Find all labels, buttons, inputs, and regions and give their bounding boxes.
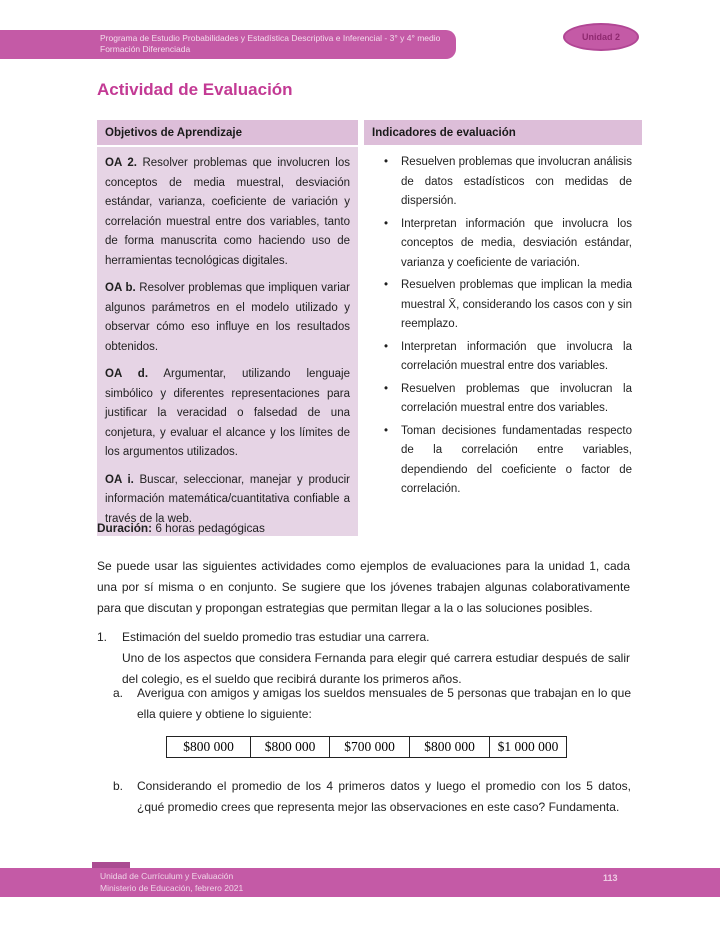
objective-text: Resolver problemas que involucren los conceptos de media muestral, desviación estándar, varianza, coeficiente de variación y correlación muestral entre dos variables, tanto de forma manuscrita como haciendo uso de herramientas tecnológicas digitales. <box>105 157 350 267</box>
objectives-cell <box>97 147 358 536</box>
indicator-item: • Toman decisiones fundamentadas respecto de la correlación entre variables, dependiendo del coeficiente o factor de correlación. <box>380 422 632 500</box>
sub-item-a-marker: a. <box>113 686 124 700</box>
duration-label: Duración: <box>97 521 153 535</box>
footer-text <box>100 871 243 894</box>
objective-paragraph <box>105 154 350 271</box>
indicators-list <box>380 153 632 500</box>
indicator-item: • Interpretan información que involucra los conceptos de media, desviación estándar, varianza y coeficiente de variación. <box>380 215 632 274</box>
activity-description: Uno de los aspectos que considera Fernanda para elegir qué carrera estudiar después de salir del colegio, es el sueldo que recibirá durante los primeros años. <box>122 651 630 686</box>
sub-item-a <box>113 683 631 725</box>
objective-paragraph <box>105 279 350 357</box>
salary-cell: $800 000 <box>167 737 251 758</box>
objective-code: OA b. <box>105 282 136 294</box>
activity-content <box>122 627 630 690</box>
footer-line1: Unidad de Currículum y Evaluación <box>100 871 234 881</box>
salary-cell: $1 000 000 <box>490 737 567 758</box>
program-title-line1: Programa de Estudio Probabilidades y Estadística Descriptiva e Inferencial - 3° y 4° medio <box>100 33 441 43</box>
table-body-row <box>97 147 642 536</box>
duration-value: 6 horas pedagógicas <box>152 521 265 535</box>
duration-line <box>97 521 265 535</box>
indicator-item: • Interpretan información que involucra la correlación muestral entre dos variables. <box>380 338 632 377</box>
indicator-item: • Resuelven problemas que involucran la correlación muestral entre dos variables. <box>380 380 632 419</box>
page-number: 113 <box>603 873 618 883</box>
table-header-row <box>97 120 642 145</box>
indicator-item: • Resuelven problemas que implican la media muestral X̄, considerando los casos con y sin reemplazo. <box>380 276 632 335</box>
salary-cell: $800 000 <box>410 737 490 758</box>
salary-table-row <box>167 737 567 758</box>
activity-item-1 <box>97 627 630 690</box>
footer-line2: Ministerio de Educación, febrero 2021 <box>100 882 244 893</box>
indicators-cell <box>364 147 642 536</box>
salary-cell: $700 000 <box>330 737 410 758</box>
sub-item-b-marker: b. <box>113 779 124 793</box>
page-title: Actividad de Evaluación <box>97 80 293 99</box>
indicators-header: Indicadores de evaluación <box>364 120 642 145</box>
objectives-header: Objetivos de Aprendizaje <box>97 120 358 145</box>
program-header-bar <box>0 30 456 59</box>
sub-item-a-text: Averigua con amigos y amigas los sueldos mensuales de 5 personas que trabajan en lo que ella quiere y obtiene lo siguiente: <box>137 686 631 721</box>
unit-badge-label: Unidad 2 <box>581 32 620 42</box>
objective-text: Argumentar, utilizando lenguaje simbólico y diferentes representaciones para justificar la veracidad o falsedad de una conjetura, y evaluar el alcance y los límites de los argumentos utilizados. <box>105 368 350 458</box>
intro-paragraph: Se puede usar las siguientes actividades como ejemplos de evaluaciones para la unidad 1, cada una por sí misma o en conjunto. Se sugiere que los jóvenes trabajen algunas colaborativamente para que discutan y propongan estrategias que permitan llegar a la o las soluciones posibles. <box>97 559 630 615</box>
sub-item-b-text: Considerando el promedio de los 4 primeros datos y luego el promedio con los 5 datos, ¿qué promedio crees que representa mejor las observaciones en este caso? Fundamenta. <box>137 779 631 814</box>
objective-code: OA 2. <box>105 157 137 169</box>
objective-paragraph <box>105 365 350 463</box>
indicator-item: • Resuelven problemas que involucran análisis de datos estadísticos con medidas de dispersión. <box>380 153 632 212</box>
unit-badge <box>563 23 639 51</box>
objective-code: OA d. <box>105 368 149 380</box>
activity-title: Estimación del sueldo promedio tras estudiar una carrera. <box>122 630 430 644</box>
objective-text: Buscar, seleccionar, manejar y producir información matemática/cuantitativa confiable a través de la web. <box>105 473 350 525</box>
salary-table <box>166 736 567 758</box>
activity-number: 1. <box>97 630 108 644</box>
objective-code: OA i. <box>105 473 134 486</box>
salary-cell: $800 000 <box>251 737 330 758</box>
objectives-indicators-table <box>97 120 642 536</box>
objective-text: Resolver problemas que impliquen variar algunos parámetros en el modelo utilizado y observar cómo eso influye en los resultados obtenidos. <box>105 282 350 353</box>
program-title-line2: Formación Diferenciada <box>100 44 191 54</box>
sub-item-b <box>113 776 631 818</box>
